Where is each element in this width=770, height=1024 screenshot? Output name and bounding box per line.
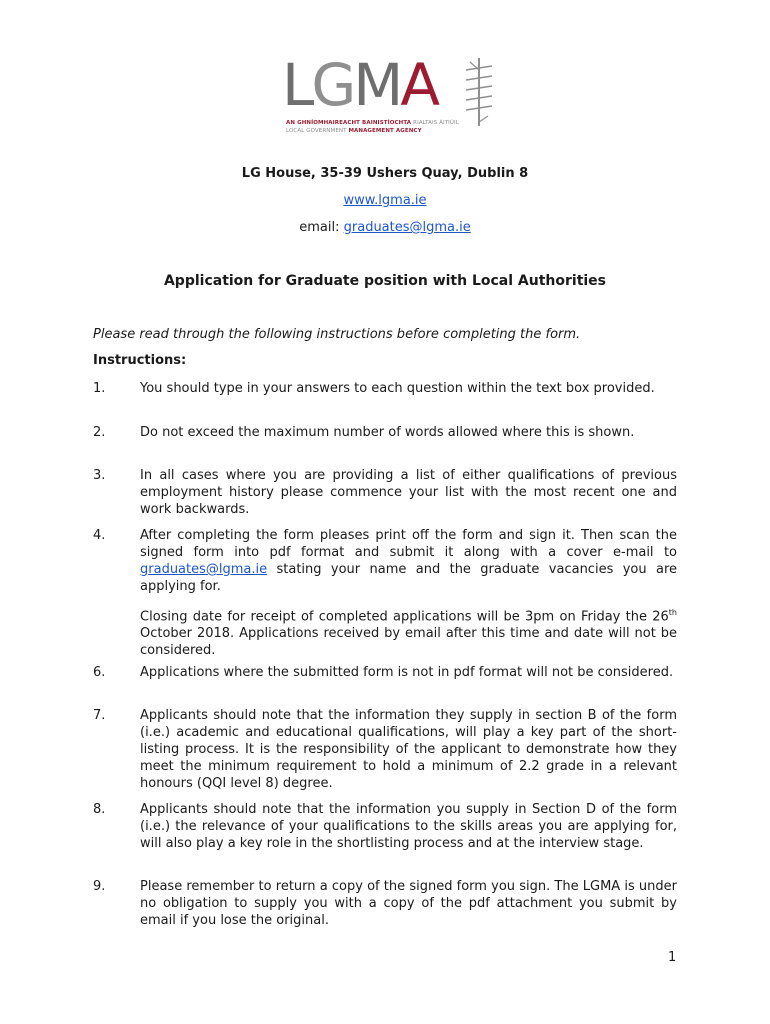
website-link[interactable]: www.lgma.ie	[343, 193, 427, 208]
item-text: Applicants should note that the information they supply in section B of the form (i.e.) academic and educational qualifications, will play a key part of the short-listing process. It is the responsibility of the applicant to demonstrate how they meet the minimum requirement to hold a minimum of 2.2 grade in a relevant honours (QQI level 8) degree.	[140, 708, 677, 791]
item-number: 9.	[93, 879, 106, 894]
item-number: 1.	[93, 381, 106, 396]
item-text: Please remember to return a copy of the signed form you sign. The LGMA is under no obligation to supply you with a copy of the pdf attachment you submit by email if you lose the original.	[140, 879, 677, 928]
intro-text: Please read through the following instructions before completing the form.	[93, 327, 581, 342]
logo-irish-tagline: AN GHNÍOMHAIREACHT BAINISTÍOCHTA RIALTAIS ÁITIÚIL	[286, 120, 459, 126]
item-number: 4.	[93, 528, 106, 543]
item-number: 8.	[93, 802, 106, 817]
instruction-item	[93, 527, 677, 595]
item-text: Applications where the submitted form is not in pdf format will not be considered.	[140, 665, 674, 680]
logo-wordmark: LGMA	[282, 51, 438, 119]
item-number: 2.	[93, 425, 106, 440]
page-number: 1	[668, 950, 677, 965]
item-number: 3.	[93, 468, 106, 483]
lgma-logo	[282, 52, 502, 142]
item-text: In all cases where you are providing a list of either qualifications of previous employment history please commence your list with the most recent one and work backwards.	[140, 468, 677, 517]
logo-emblem-icon	[462, 56, 496, 128]
instruction-item	[93, 467, 677, 518]
item-text: Do not exceed the maximum number of words allowed where this is shown.	[140, 425, 635, 440]
item-number: 6.	[93, 665, 106, 680]
instruction-item	[93, 878, 677, 929]
instruction-item	[93, 801, 677, 852]
item-text: After completing the form pleases print off the form and sign it. Then scan the signed form into pdf format and submit it along with a cover e-mail to graduates@lgma.ie stating your name and the graduate vacancies you are applying for.	[140, 528, 677, 594]
address-line: LG House, 35-39 Ushers Quay, Dublin 8	[241, 166, 529, 181]
instruction-item	[93, 707, 677, 792]
instruction-item	[93, 424, 677, 441]
item-text: You should type in your answers to each question within the text box provided.	[140, 381, 655, 396]
instructions-heading: Instructions:	[93, 353, 187, 368]
email-line	[0, 220, 770, 235]
instruction-item	[93, 664, 677, 681]
website-line	[0, 193, 770, 208]
closing-date-paragraph	[93, 604, 677, 659]
logo-english-tagline: LOCAL GOVERNMENT MANAGEMENT AGENCY	[286, 128, 422, 134]
email-label: email:	[299, 220, 344, 235]
graduates-email-link[interactable]: graduates@lgma.ie	[140, 562, 268, 577]
instruction-item	[93, 380, 677, 397]
item-number: 7.	[93, 708, 106, 723]
closing-date-text: Closing date for receipt of completed applications will be 3pm on Friday the 26th October 2018. Applications received by email after this time and date will not be considered.	[140, 608, 677, 659]
email-link[interactable]: graduates@lgma.ie	[343, 220, 471, 235]
document-title: Application for Graduate position with Local Authorities	[163, 273, 607, 289]
item-text: Applicants should note that the information you supply in Section D of the form (i.e.) the relevance of your qualifications to the skills areas you are applying for, will also play a key role in the shortlisting process and at the interview stage.	[140, 802, 677, 851]
